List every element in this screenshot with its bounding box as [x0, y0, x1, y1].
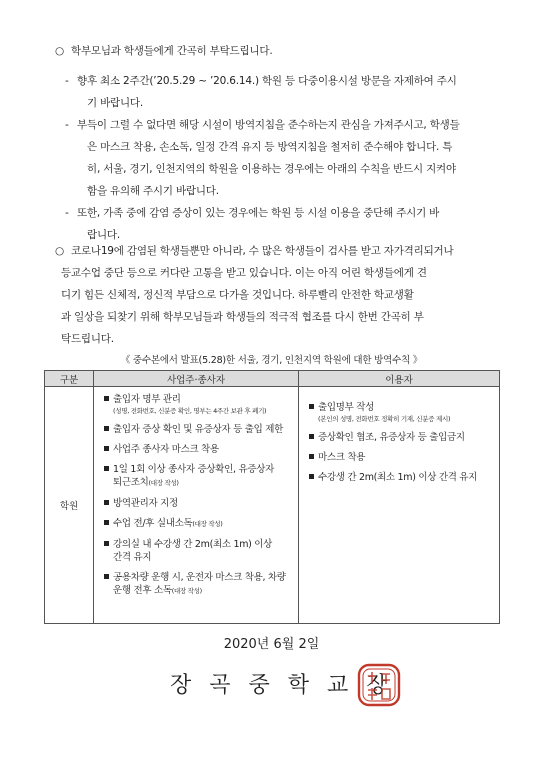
rule-text: 강의실 내 수강생 간 2m(최소 1m) 이상	[113, 539, 273, 550]
section-2-text: 코로나19에 감염된 학생들뿐만 아니라, 수 많은 학생들이 검사를 받고 자가격리되거나	[71, 245, 454, 257]
rule-continuation	[104, 551, 292, 564]
section-1-line	[65, 180, 505, 202]
square-bullet-icon	[309, 434, 314, 439]
rule-item	[309, 401, 493, 424]
rule-item	[104, 571, 292, 598]
square-bullet-icon	[309, 404, 314, 409]
rule-note: (대장 작성)	[192, 520, 223, 528]
section-1-line	[65, 92, 505, 114]
rule-item	[104, 393, 292, 416]
rule-text: 1일 1회 이상 종사자 증상확인, 유증상자	[113, 464, 274, 475]
section-2-text: 과 일상을 되찾기 위해 학부모님들과 학생들의 적극적 협조를 다시 한번 간곡히 부	[61, 311, 424, 323]
table-header-row	[45, 371, 500, 387]
rule-item	[104, 538, 292, 564]
rule-item	[309, 431, 493, 444]
rule-note: (대장 작성)	[148, 479, 179, 487]
rule-item	[309, 451, 493, 464]
rule-text: 사업주 종사자 마스크 착용	[113, 444, 219, 455]
square-bullet-icon	[104, 541, 109, 546]
rule-item	[104, 497, 292, 510]
dash-bullet: -	[65, 75, 69, 87]
quarantine-rules-table	[44, 370, 500, 624]
section-1-items	[65, 70, 505, 246]
rule-text: 수강생 간 2m(최소 1m) 이상 간격 유지	[318, 472, 478, 483]
rule-text: 출입명부 작성	[318, 402, 374, 413]
rule-item	[309, 471, 493, 484]
rule-item	[104, 463, 292, 490]
document-date: 2020년 6월 2일	[223, 637, 320, 652]
square-bullet-icon	[104, 574, 109, 579]
square-bullet-icon	[104, 466, 109, 471]
principal-name: 장곡중학교장	[170, 673, 406, 698]
dash-bullet: -	[65, 207, 69, 219]
square-bullet-icon	[104, 396, 109, 401]
circle-bullet-icon: ○	[55, 245, 64, 257]
rule-cont-text: 퇴근조치	[113, 477, 149, 488]
square-bullet-icon	[104, 426, 109, 431]
section-1-text: 향후 최소 2주간(’20.5.29 ~ ’20.6.14.) 학원 등 다중이용시설 방문을 자제하여 주시	[77, 75, 457, 87]
rule-text: 증상확인 협조, 유증상자 등 출입금지	[318, 432, 465, 443]
header-user: 이용자	[299, 371, 500, 387]
rule-subtext: (본인의 성명, 전화번호 정확히 기재, 신분증 제시)	[318, 415, 451, 423]
square-bullet-icon	[309, 474, 314, 479]
section-2-text: 디기 힘든 신체적, 정신적 부담으로 다가올 것입니다. 하루빨리 안전한 학교생활	[61, 289, 414, 301]
section-1-text: 또한, 가족 중에 감염 증상이 있는 경우에는 학원 등 시설 이용을 중단해 주시기 바	[77, 207, 440, 219]
rule-text: 출입자 명부 관리	[113, 394, 181, 405]
section-2-line	[55, 240, 515, 262]
header-operator: 사업주·종사자	[94, 371, 299, 387]
section-2-line	[55, 306, 515, 328]
section-1-line	[65, 158, 505, 180]
rule-continuation	[104, 584, 292, 598]
section-1-text: 부득이 그럴 수 없다면 해당 시설이 방역지침을 준수하는지 관심을 가져주시고, 학생들	[77, 119, 460, 131]
rule-text: 방역관리자 지정	[113, 498, 178, 509]
section-1-text: 랍니다.	[87, 229, 120, 241]
section-1-text: 은 마스크 착용, 손소독, 일정 간격 유지 등 방역지침을 철저히 준수해야 합니다. 특	[87, 141, 453, 153]
operator-list	[94, 387, 298, 615]
table-body-row	[45, 387, 500, 624]
section-2-line	[55, 262, 515, 284]
section-1-heading: ○ 학부모님과 학생들에게 간곡히 부탁드립니다.	[55, 40, 515, 62]
section-1	[55, 40, 515, 62]
square-bullet-icon	[104, 446, 109, 451]
section-2	[55, 240, 515, 350]
rule-item	[104, 517, 292, 531]
section-1-text: 기 바랍니다.	[87, 97, 143, 109]
section-2-line	[55, 328, 515, 350]
square-bullet-icon	[104, 500, 109, 505]
rule-item	[104, 423, 292, 436]
section-1-line	[65, 202, 505, 224]
section-1-text: 히, 서울, 경기, 인천지역의 학원을 이용하는 경우에는 아래의 수칙을 반드시 지켜야	[87, 163, 456, 175]
rule-subtext: (성명, 전화번호, 신분증 확인, 명부는 4주간 보관 후 폐기)	[113, 407, 267, 415]
dash-bullet: -	[65, 119, 69, 131]
section-1-text: 함을 유의해 주시기 바랍니다.	[87, 185, 219, 197]
rule-text: 출입자 증상 확인 및 유증상자 등 출입 제한	[113, 424, 283, 435]
section-1-line	[65, 136, 505, 158]
rule-cont-text: 간격 유지	[113, 552, 152, 563]
rule-text: 마스크 착용	[318, 452, 366, 463]
square-bullet-icon	[309, 454, 314, 459]
circle-bullet-icon: ○	[55, 45, 64, 57]
user-cell	[299, 387, 500, 624]
section-2-line	[55, 284, 515, 306]
header-category: 구분	[45, 371, 94, 387]
section-2-text: 등교수업 중단 등으로 커다란 고통을 받고 있습니다. 이는 아직 어린 학생들에게 견	[61, 267, 427, 279]
operator-cell	[94, 387, 299, 624]
official-seal-icon	[356, 662, 402, 708]
user-list	[299, 387, 499, 501]
rule-continuation	[104, 476, 292, 490]
row-label: 학원	[45, 387, 94, 624]
rule-note: (대장 작성)	[171, 587, 202, 595]
rule-item	[104, 443, 292, 456]
rule-text: 공용차량 운행 시, 운전자 마스크 착용, 차량	[113, 572, 286, 583]
section-1-line	[65, 70, 505, 92]
square-bullet-icon	[104, 520, 109, 525]
section-1-line	[65, 114, 505, 136]
table-caption: 《 중수본에서 발표(5.28)한 서울, 경기, 인천지역 학원에 대한 방역수칙 》	[120, 355, 423, 366]
rule-text: 수업 전/후 실내소독	[113, 518, 193, 529]
section-2-text: 탁드립니다.	[61, 333, 114, 345]
rule-cont-text: 운행 전후 소독	[113, 585, 172, 596]
